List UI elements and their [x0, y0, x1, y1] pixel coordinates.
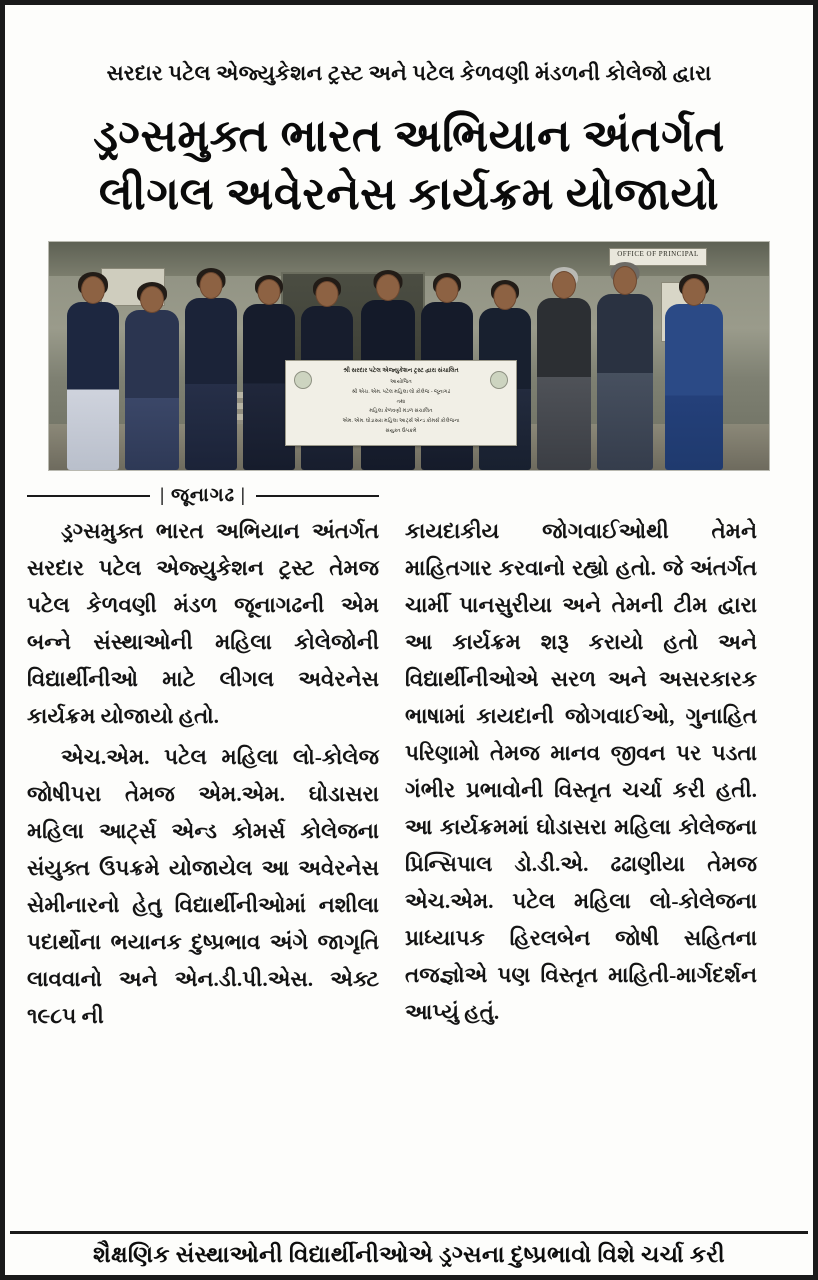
banner-line-6: એમ. એમ. ઘોડાસરા મહિલા આર્ટ્સ એન્ડ કોમર્સ કોલેજના — [342, 418, 460, 425]
photo-person — [597, 294, 653, 470]
photo-person-head — [140, 286, 164, 313]
dateline — [27, 485, 379, 507]
paragraph: એચ.એમ. પટેલ મહિલા લો-કોલેજ જોષીપરા તેમજ એમ.એમ. ઘોડાસરા મહિલા આર્ટ્સ એન્ડ કોમર્સ કોલેજના સંયુક્ત ઉપક્રમે યોજાયેલ આ અવેરનેસ સેમીનારનો હેતુ વિદ્યાર્થીનીઓમાં નશીલા પદાર્થોના ભયાનક દુષ્પ્રભાવ અંગે જાગૃતિ લાવવાનો અને એન.ડી.પી.એસ. એક્ટ ૧૯૮૫ ની — [27, 745, 379, 1029]
photo-person-head — [200, 272, 223, 299]
event-banner — [285, 360, 517, 446]
kicker-line: સરદાર પટેલ એજ્યુકેશન ટ્રસ્ટ અને પટેલ કેળવણી મંડળની કોલેજો દ્વારા — [106, 61, 712, 85]
banner-line-2: આયોજિત — [390, 378, 412, 385]
dateline-text: | જૂનાગઢ | — [160, 485, 246, 507]
banner-line-4: તથા — [396, 398, 406, 405]
photo-person — [665, 304, 723, 470]
banner-line-5: મહિલા કેળવણી મંડળ સંચાલિત — [369, 408, 433, 415]
footer-strapline: શૈક્ષણિક સંસ્થાઓની વિદ્યાર્થીનીઓએ ડ્રગ્સના દુષ્પ્રભાવો વિશે ચર્ચા કરી — [93, 1241, 725, 1267]
article-column-left — [27, 513, 379, 1039]
photo-person-head — [376, 274, 400, 301]
photo-person — [67, 302, 119, 470]
office-of-principal-sign: OFFICE OF PRINCIPAL — [609, 248, 707, 266]
photo-person-head — [316, 281, 339, 307]
banner-line-3: શ્રી એચ. એમ. પટેલ મહિલા લો કોલેજ - જૂનાગઢ — [351, 388, 451, 395]
page-title — [27, 86, 791, 223]
paragraph: કાયદાકીય જોગવાઈઓથી તેમને માહિતગાર કરવાનો રહ્યો હતો. જે અંતર્ગત ચાર્મી પાનસુરીયા અને તેમની ટીમ દ્વારા આ કાર્યક્રમ શરૂ કરાયો હતો અને વિદ્યાર્થીનીઓએ સરળ અને અસરકારક ભાષામાં કાયદાની જોગવાઈઓ, ગુનાહિત પરિણામો તેમજ માનવ જીવન પર પડતા ગંભીર પ્રભાવોની વિસ્તૃત ચર્ચા કરી હતી. આ કાર્યક્રમમાં ઘોડાસરા મહિલા કોલેજના પ્રિન્સિપાલ ડો.ડી.એ. ઢઢાણીયા તેમજ એચ.એમ. પટેલ મહિલા લો-કોલેજના પ્રાધ્યાપક હિરલબેન જોષી સહિતના તજજ્ઞોએ પણ વિસ્તૃત માહિતી-માર્ગદર્શન આપ્યું હતું. — [405, 519, 757, 1025]
photo-person-head — [436, 277, 459, 303]
headline-line-1: ડ્રગ્સમુક્ત ભારત અભિયાન અંતર્ગત — [93, 111, 725, 162]
banner-line-7: સંયુક્ત ઉપક્રમે — [385, 428, 417, 435]
photo-person-head — [613, 266, 637, 295]
photo-person — [537, 298, 591, 470]
article-photo — [48, 241, 770, 471]
paragraph: ડ્રગ્સમુક્ત ભારત અભિયાન અંતર્ગત સરદાર પટેલ એજ્યુકેશન ટ્રસ્ટ તેમજ પટેલ કેળવણી મંડળ જૂનાગઢની એમ બન્ને સંસ્થાઓની મહિલા કોલેજોની વિદ્યાર્થીનીઓ માટે લીગલ અવેરનેસ કાર્યક્રમ યોજાયો હતો. — [27, 519, 379, 729]
article-body — [27, 513, 791, 1039]
dateline-rule-left — [27, 495, 150, 497]
photo-person-head — [258, 279, 281, 305]
article-column-right — [405, 513, 757, 1039]
dateline-rule-right — [256, 495, 379, 497]
photo-person — [125, 310, 179, 470]
photo-person-head — [552, 271, 576, 299]
headline-line-2: લીગલ અવેરનેસ કાર્યક્રમ યોજાયો — [98, 168, 720, 219]
photo-person-head — [81, 276, 105, 304]
photo-person — [185, 298, 237, 470]
banner-line-1: શ્રી સરદાર પટેલ એજ્યુકેશન ટ્રસ્ટ દ્વારા સંચાલિત — [343, 368, 459, 375]
photo-person-head — [682, 278, 706, 306]
photo-person-head — [494, 284, 517, 310]
